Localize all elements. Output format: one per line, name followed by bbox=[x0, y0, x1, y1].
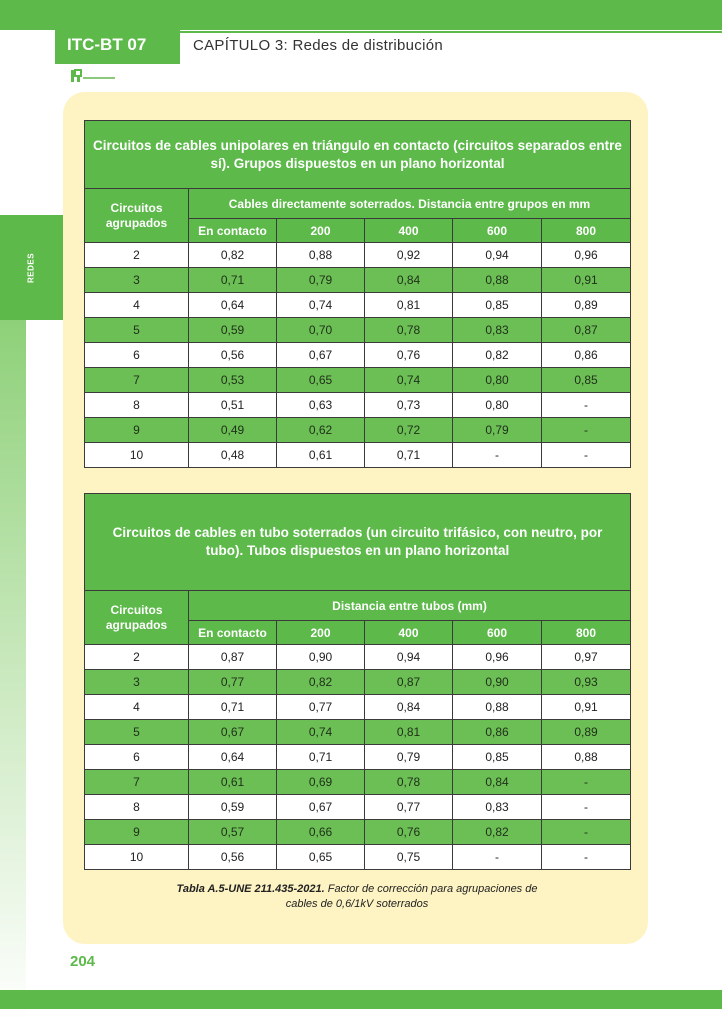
factor-cell: 0,96 bbox=[453, 645, 542, 670]
factor-cell: 0,64 bbox=[189, 745, 277, 770]
factor-cell: 0,91 bbox=[542, 695, 631, 720]
circuit-count-cell: 7 bbox=[85, 368, 189, 393]
column-header: En contacto bbox=[189, 621, 277, 645]
factor-cell: 0,87 bbox=[189, 645, 277, 670]
factor-cell: 0,56 bbox=[189, 845, 277, 870]
table-row bbox=[85, 695, 631, 720]
factor-cell: 0,77 bbox=[189, 670, 277, 695]
table-row bbox=[85, 343, 631, 368]
column-header: 600 bbox=[453, 621, 542, 645]
table-row bbox=[85, 670, 631, 695]
circuit-count-cell: 8 bbox=[85, 393, 189, 418]
factor-cell: 0,77 bbox=[277, 695, 365, 720]
column-header: 200 bbox=[277, 621, 365, 645]
factor-cell: 0,71 bbox=[365, 443, 453, 468]
factor-cell: 0,85 bbox=[542, 368, 631, 393]
factor-cell: 0,82 bbox=[453, 820, 542, 845]
group-header: Distancia entre tubos (mm) bbox=[189, 591, 631, 621]
factor-cell: 0,63 bbox=[277, 393, 365, 418]
circuit-count-cell: 2 bbox=[85, 243, 189, 268]
table-row bbox=[85, 368, 631, 393]
factor-cell: 0,78 bbox=[365, 770, 453, 795]
caption-text: Factor de corrección para agrupaciones de bbox=[324, 883, 538, 895]
factor-cell: 0,49 bbox=[189, 418, 277, 443]
factor-cell: 0,67 bbox=[277, 795, 365, 820]
factor-cell: 0,85 bbox=[453, 745, 542, 770]
factor-cell: - bbox=[542, 795, 631, 820]
circuit-count-cell: 8 bbox=[85, 795, 189, 820]
factor-cell: - bbox=[453, 845, 542, 870]
factor-cell: 0,82 bbox=[277, 670, 365, 695]
table-row bbox=[85, 318, 631, 343]
table-title: Circuitos de cables en tubo soterrados (un circuito trifásico, con neutro, por tubo). Tubos dispuestos en un plano horizontal bbox=[85, 494, 631, 591]
factor-cell: 0,94 bbox=[453, 243, 542, 268]
factor-cell: 0,57 bbox=[189, 820, 277, 845]
factor-cell: 0,87 bbox=[542, 318, 631, 343]
factor-cell: 0,88 bbox=[453, 695, 542, 720]
circuit-count-cell: 5 bbox=[85, 318, 189, 343]
factor-cell: 0,65 bbox=[277, 368, 365, 393]
circuit-count-cell: 3 bbox=[85, 670, 189, 695]
circuit-count-cell: 9 bbox=[85, 418, 189, 443]
factor-cell: 0,77 bbox=[365, 795, 453, 820]
factor-cell: 0,69 bbox=[277, 770, 365, 795]
factor-cell: 0,62 bbox=[277, 418, 365, 443]
circuit-count-cell: 6 bbox=[85, 745, 189, 770]
factor-cell: 0,89 bbox=[542, 293, 631, 318]
circuit-count-cell: 5 bbox=[85, 720, 189, 745]
factor-cell: 0,75 bbox=[365, 845, 453, 870]
factor-cell: 0,93 bbox=[542, 670, 631, 695]
table-row bbox=[85, 418, 631, 443]
factor-cell: 0,74 bbox=[277, 720, 365, 745]
factor-cell: 0,94 bbox=[365, 645, 453, 670]
factor-cell: 0,87 bbox=[365, 670, 453, 695]
row-header: Circuitos agrupados bbox=[85, 591, 189, 645]
factor-cell: - bbox=[453, 443, 542, 468]
factor-cell: - bbox=[542, 770, 631, 795]
table-row bbox=[85, 293, 631, 318]
factor-cell: - bbox=[542, 393, 631, 418]
circuit-count-cell: 2 bbox=[85, 645, 189, 670]
column-header: 800 bbox=[542, 621, 631, 645]
publisher-logo bbox=[70, 68, 118, 84]
factor-cell: 0,72 bbox=[365, 418, 453, 443]
factor-cell: 0,92 bbox=[365, 243, 453, 268]
factor-cell: 0,73 bbox=[365, 393, 453, 418]
factor-cell: 0,86 bbox=[542, 343, 631, 368]
section-code: ITC-BT 07 bbox=[55, 30, 180, 64]
circuit-count-cell: 4 bbox=[85, 695, 189, 720]
table-caption bbox=[84, 882, 630, 912]
factor-cell: 0,59 bbox=[189, 318, 277, 343]
table-row bbox=[85, 820, 631, 845]
top-bar bbox=[0, 0, 722, 30]
factor-cell: 0,65 bbox=[277, 845, 365, 870]
circuit-count-cell: 4 bbox=[85, 293, 189, 318]
table-row bbox=[85, 845, 631, 870]
table-row bbox=[85, 393, 631, 418]
factor-cell: 0,61 bbox=[189, 770, 277, 795]
factor-cell: 0,80 bbox=[453, 368, 542, 393]
table-row bbox=[85, 443, 631, 468]
circuit-count-cell: 9 bbox=[85, 820, 189, 845]
factor-cell: 0,71 bbox=[189, 695, 277, 720]
factor-cell: 0,89 bbox=[542, 720, 631, 745]
factor-cell: 0,48 bbox=[189, 443, 277, 468]
column-header: 600 bbox=[453, 219, 542, 243]
row-header: Circuitos agrupados bbox=[85, 189, 189, 243]
column-header: 200 bbox=[277, 219, 365, 243]
group-header: Cables directamente soterrados. Distancia entre grupos en mm bbox=[189, 189, 631, 219]
factor-cell: 0,82 bbox=[453, 343, 542, 368]
circuit-count-cell: 10 bbox=[85, 443, 189, 468]
bottom-bar bbox=[0, 990, 722, 1009]
chapter-title: CAPÍTULO 3: Redes de distribución bbox=[193, 37, 444, 54]
table-row bbox=[85, 243, 631, 268]
factor-cell: 0,79 bbox=[453, 418, 542, 443]
factor-cell: 0,96 bbox=[542, 243, 631, 268]
factor-cell: 0,51 bbox=[189, 393, 277, 418]
factor-cell: 0,67 bbox=[189, 720, 277, 745]
side-gradient bbox=[0, 215, 26, 1024]
factor-cell: 0,71 bbox=[189, 268, 277, 293]
table-title: Circuitos de cables unipolares en triángulo en contacto (circuitos separados entre sí). Grupos dispuestos en un plano horizontal bbox=[85, 121, 631, 189]
column-header: 400 bbox=[365, 219, 453, 243]
factor-cell: 0,79 bbox=[277, 268, 365, 293]
factor-cell: 0,80 bbox=[453, 393, 542, 418]
factor-cell: 0,67 bbox=[277, 343, 365, 368]
grouping-table-duct bbox=[84, 493, 631, 870]
factor-cell: 0,82 bbox=[189, 243, 277, 268]
factor-cell: 0,97 bbox=[542, 645, 631, 670]
factor-cell: 0,71 bbox=[277, 745, 365, 770]
factor-cell: 0,74 bbox=[277, 293, 365, 318]
factor-cell: 0,88 bbox=[542, 745, 631, 770]
factor-cell: - bbox=[542, 443, 631, 468]
circuit-count-cell: 3 bbox=[85, 268, 189, 293]
factor-cell: 0,53 bbox=[189, 368, 277, 393]
table-row bbox=[85, 745, 631, 770]
factor-cell: 0,90 bbox=[453, 670, 542, 695]
factor-cell: 0,90 bbox=[277, 645, 365, 670]
grouping-table-direct-burial bbox=[84, 120, 631, 468]
factor-cell: 0,64 bbox=[189, 293, 277, 318]
factor-cell: 0,81 bbox=[365, 720, 453, 745]
column-header: 800 bbox=[542, 219, 631, 243]
header-rule bbox=[180, 31, 722, 33]
factor-cell: 0,84 bbox=[365, 695, 453, 720]
factor-cell: 0,88 bbox=[453, 268, 542, 293]
column-header: En contacto bbox=[189, 219, 277, 243]
factor-cell: 0,76 bbox=[365, 820, 453, 845]
factor-cell: 0,66 bbox=[277, 820, 365, 845]
table-row bbox=[85, 795, 631, 820]
side-tab-label: REDES bbox=[26, 252, 36, 284]
factor-cell: 0,83 bbox=[453, 795, 542, 820]
factor-cell: - bbox=[542, 845, 631, 870]
table-row bbox=[85, 770, 631, 795]
factor-cell: 0,74 bbox=[365, 368, 453, 393]
factor-cell: 0,88 bbox=[277, 243, 365, 268]
caption-text-line2: cables de 0,6/1kV soterrados bbox=[285, 898, 429, 910]
factor-cell: 0,85 bbox=[453, 293, 542, 318]
factor-cell: 0,76 bbox=[365, 343, 453, 368]
circuit-count-cell: 10 bbox=[85, 845, 189, 870]
table-row bbox=[85, 720, 631, 745]
page-number: 204 bbox=[70, 953, 96, 970]
table-row bbox=[85, 268, 631, 293]
circuit-count-cell: 7 bbox=[85, 770, 189, 795]
factor-cell: 0,84 bbox=[453, 770, 542, 795]
column-header: 400 bbox=[365, 621, 453, 645]
factor-cell: 0,78 bbox=[365, 318, 453, 343]
factor-cell: - bbox=[542, 418, 631, 443]
factor-cell: 0,83 bbox=[453, 318, 542, 343]
circuit-count-cell: 6 bbox=[85, 343, 189, 368]
factor-cell: 0,61 bbox=[277, 443, 365, 468]
factor-cell: 0,84 bbox=[365, 268, 453, 293]
table-row bbox=[85, 645, 631, 670]
factor-cell: 0,81 bbox=[365, 293, 453, 318]
factor-cell: 0,86 bbox=[453, 720, 542, 745]
caption-reference: Tabla A.5-UNE 211.435-2021. bbox=[176, 883, 325, 895]
factor-cell: 0,70 bbox=[277, 318, 365, 343]
factor-cell: 0,59 bbox=[189, 795, 277, 820]
factor-cell: - bbox=[542, 820, 631, 845]
factor-cell: 0,56 bbox=[189, 343, 277, 368]
factor-cell: 0,79 bbox=[365, 745, 453, 770]
factor-cell: 0,91 bbox=[542, 268, 631, 293]
